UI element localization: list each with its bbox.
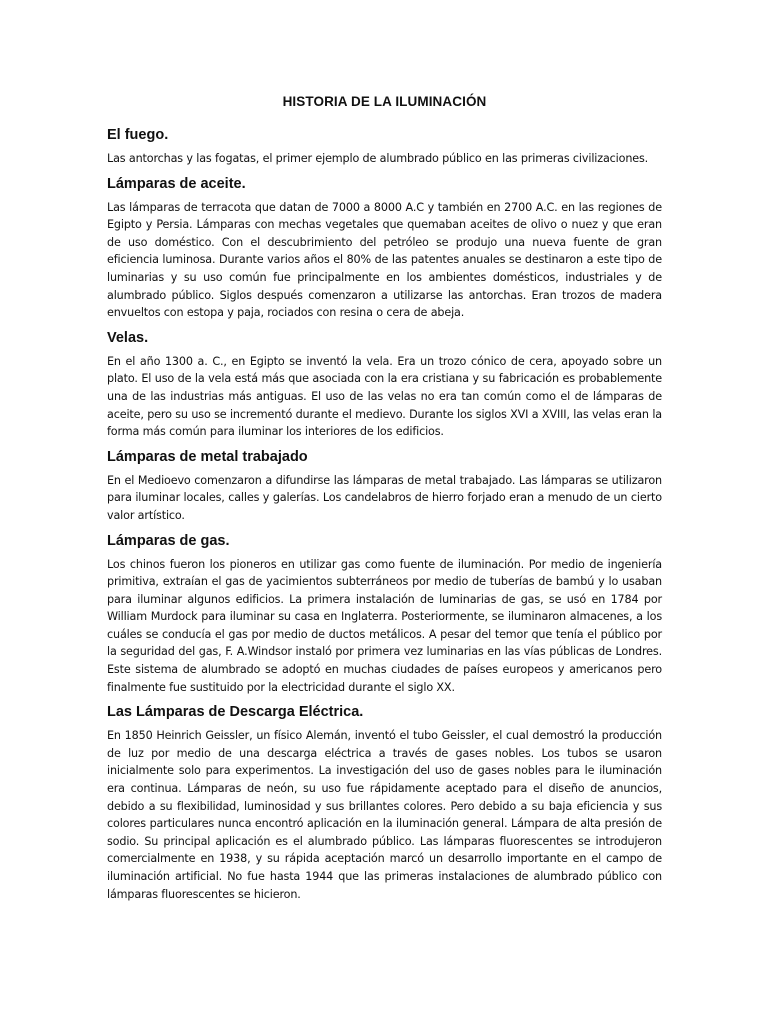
section-lamparas-de-metal-trabajado <box>107 448 662 525</box>
section-velas <box>107 329 662 441</box>
section-lamparas-de-gas <box>107 532 662 697</box>
document-page <box>107 0 662 910</box>
section-lamparas-de-descarga-electrica <box>107 703 662 903</box>
section-paragraph: En 1850 Heinrich Geissler, un físico Alemán, inventó el tubo Geissler, el cual demostró la producción de luz por medio de una descarga eléctrica a través de gases nobles. Los tubos se usaron inicialmente solo para experimentos. La investigación del uso de gases nobles para le iluminación era continua. Lámparas de neón, su uso fue rápidamente aceptado para el diseño de anuncios, debido a su flexibilidad, luminosidad y sus brillantes colores. Pero debido a su baja eficiencia y sus colores particulares nunca encontró aplicación en la iluminación general. Lámpara de alta presión de sodio. Su principal aplicación es el alumbrado público. Las lámparas fluorescentes se introdujeron comercialmente en 1938, y su rápida aceptación marcó un desarrollo importante en el campo de iluminación artificial. No fue hasta 1944 que las primeras instalaciones de alumbrado público con lámparas fluorescentes se hicieron. <box>107 729 662 901</box>
section-lamparas-de-aceite <box>107 175 662 322</box>
section-paragraph: Los chinos fueron los pioneros en utilizar gas como fuente de iluminación. Por medio de ingeniería primitiva, extraían el gas de yacimientos subterráneos por medio de tuberías de bambú y lo usaban para iluminar algunos edificios. La primera instalación de luminarias de gas, se usó en 1784 por William Murdock para iluminar su casa en Inglaterra. Posteriormente, se iluminaron almacenes, a los cuáles se conducía el gas por medio de ductos metálicos. A pesar del temor que tenía el público por la seguridad del gas, F. A.Windsor instaló por primera vez luminarias en las vías públicas de Londres. Este sistema de alumbrado se adoptó en muchas ciudades de países europeos y americanos pero finalmente fue sustituido por la electricidad durante el siglo XX. <box>107 557 662 694</box>
section-el-fuego <box>107 126 662 168</box>
section-heading: Lámparas de aceite. <box>107 175 246 192</box>
document-title: HISTORIA DE LA ILUMINACIÓN <box>282 94 487 109</box>
section-heading: El fuego. <box>107 127 169 143</box>
section-heading: Velas. <box>107 329 149 346</box>
section-heading: Las Lámparas de Descarga Eléctrica. <box>107 704 364 721</box>
section-paragraph: Las antorchas y las fogatas, el primer ejemplo de alumbrado público en las primeras civilizaciones. <box>107 152 649 165</box>
section-heading: Lámparas de gas. <box>107 532 230 549</box>
section-heading: Lámparas de metal trabajado <box>107 448 308 465</box>
section-paragraph: Las lámparas de terracota que datan de 7000 a 8000 A.C y también en 2700 A.C. en las regiones de Egipto y Persia. Lámparas con mechas vegetales que quemaban aceites de olivo o nuez y que eran de uso doméstico. Con el descubrimiento del petróleo se produjo una nueva fuente de gran eficiencia luminosa. Durante varios años el 80% de las patentes anuales se destinaron a este tipo de luminarias y su uso común fue principalmente en los ambientes domésticos, industriales y de alumbrado público. Siglos después comenzaron a utilizarse las antorchas. Eran trozos de madera envueltos con estopa y paja, rociados con resina o cera de abeja. <box>107 200 662 320</box>
section-paragraph: En el año 1300 a. C., en Egipto se inventó la vela. Era un trozo cónico de cera, apoyado sobre un plato. El uso de la vela está más que asociada con la era cristiana y su fabricación es probablemente una de las industrias más antiguas. El uso de las velas no era tan común como el de lámparas de aceite, pero su uso se incrementó durante el medievo. Durante los siglos XVI a XVIII, las velas eran la forma más común para iluminar los interiores de los edificios. <box>107 354 662 439</box>
section-paragraph: En el Medioevo comenzaron a difundirse las lámparas de metal trabajado. Las lámparas se utilizaron para iluminar locales, calles y galerías. Los candelabros de hierro forjado eran a menudo de un cierto valor artístico. <box>107 473 662 522</box>
